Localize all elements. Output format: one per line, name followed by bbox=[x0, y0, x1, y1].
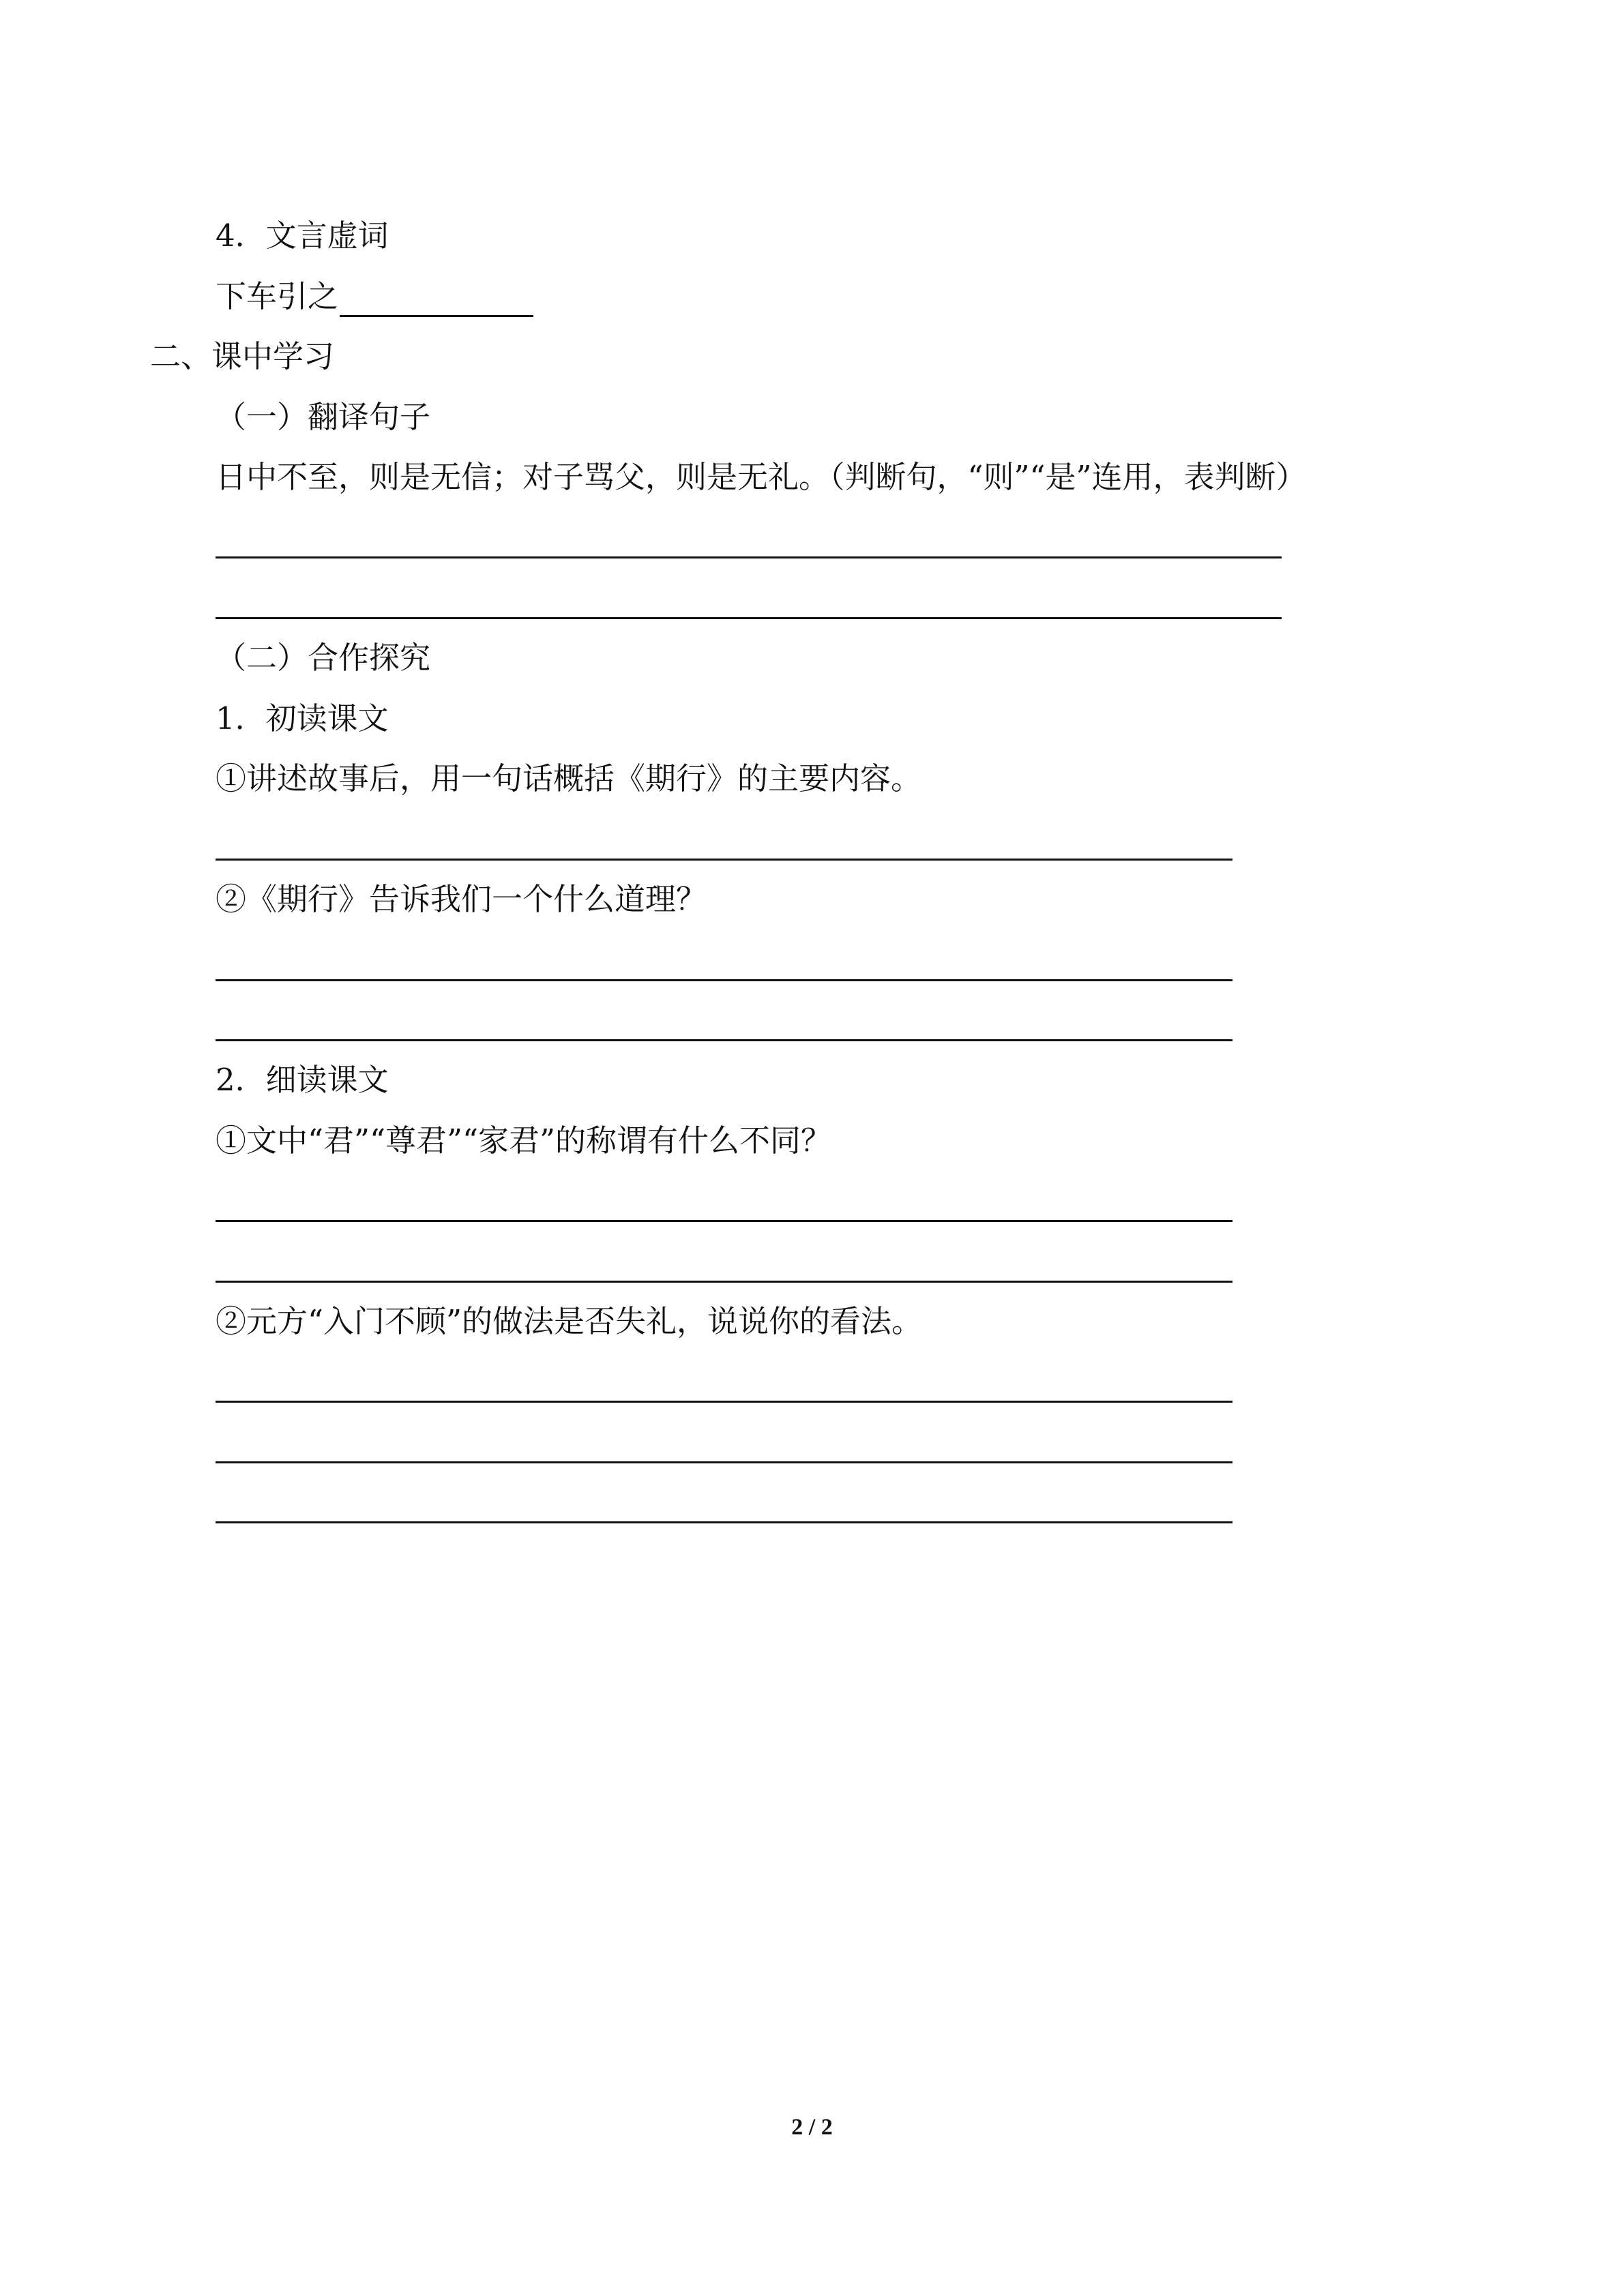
answer-line[interactable] bbox=[216, 859, 1232, 861]
answer-line[interactable] bbox=[216, 1220, 1232, 1222]
answer-blank-inline[interactable] bbox=[340, 284, 533, 317]
part2-title: （二）合作探究 bbox=[216, 640, 431, 676]
part1-title: （一）翻译句子 bbox=[216, 399, 431, 435]
item1-question1: ①讲述故事后，用一句话概括《期行》的主要内容。 bbox=[216, 760, 922, 796]
item4-title: 4．文言虚词 bbox=[216, 218, 389, 254]
answer-line[interactable] bbox=[216, 556, 1282, 558]
answer-line[interactable] bbox=[216, 1039, 1232, 1041]
item4-prompt-row bbox=[216, 276, 533, 317]
answer-line[interactable] bbox=[216, 1521, 1232, 1523]
answer-line[interactable] bbox=[216, 1401, 1232, 1403]
item2-question2: ②元方“入门不顾”的做法是否失礼，说说你的看法。 bbox=[216, 1303, 923, 1339]
item1-title: 1．初读课文 bbox=[216, 700, 389, 736]
answer-line[interactable] bbox=[216, 979, 1232, 981]
section-heading: 二、课中学习 bbox=[150, 338, 335, 374]
answer-line[interactable] bbox=[216, 1461, 1232, 1463]
answer-line[interactable] bbox=[216, 1281, 1232, 1283]
page-number: 2 / 2 bbox=[791, 2115, 833, 2140]
part1-sentence: 日中不至，则是无信；对子骂父，则是无礼。（判断句，“则”“是”连用，表判断） bbox=[216, 459, 1307, 495]
answer-line[interactable] bbox=[216, 617, 1282, 619]
item2-title: 2．细读课文 bbox=[216, 1062, 389, 1098]
item4-prompt: 下车引之 bbox=[216, 278, 339, 314]
item1-question2: ②《期行》告诉我们一个什么道理？ bbox=[216, 881, 707, 917]
item2-question1: ①文中“君”“尊君”“家君”的称谓有什么不同？ bbox=[216, 1122, 832, 1159]
